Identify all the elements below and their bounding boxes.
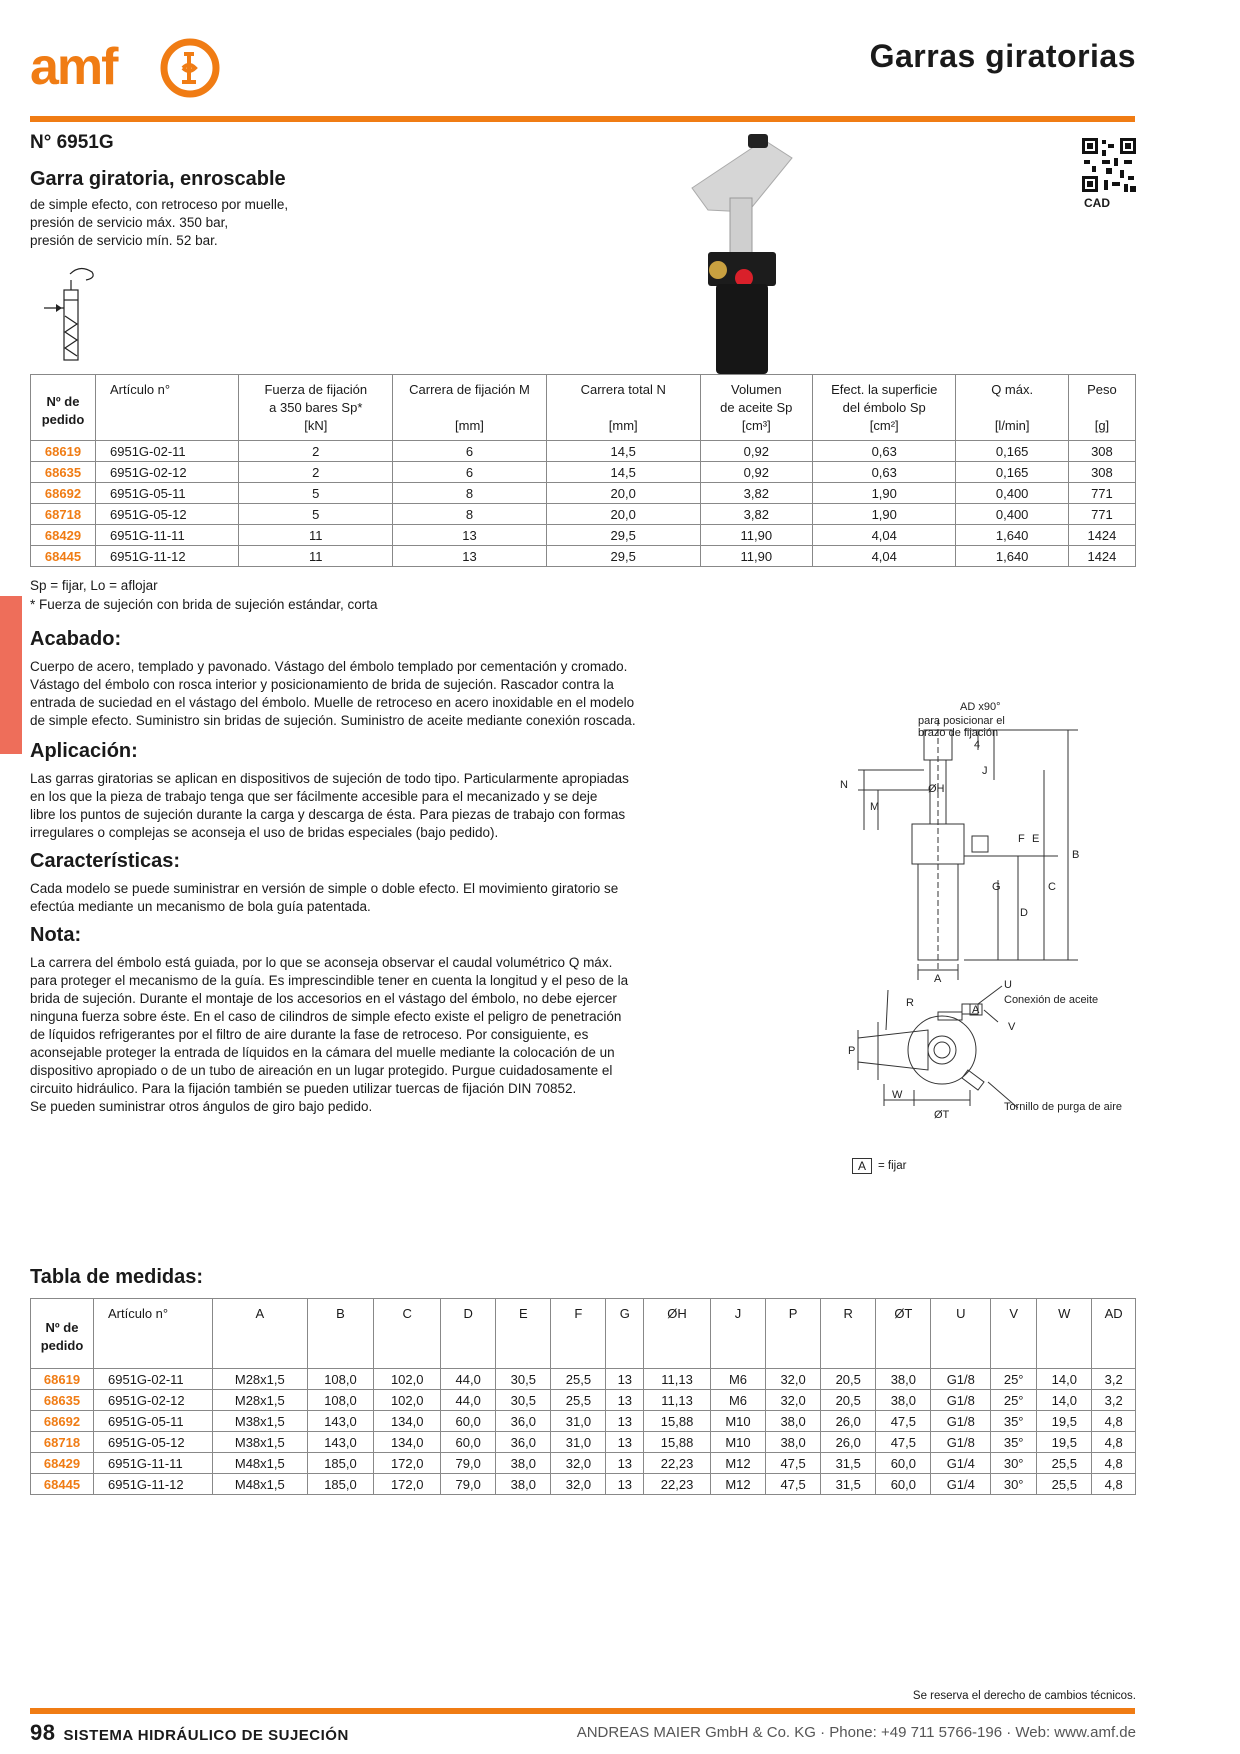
dim-cell: 32,0 bbox=[766, 1369, 821, 1390]
dim-cell: 13 bbox=[606, 1390, 644, 1411]
spec-cell: 0,400 bbox=[956, 483, 1068, 504]
dim-cell: 19,5 bbox=[1037, 1411, 1092, 1432]
col-q: Q máx. [l/min] bbox=[956, 375, 1068, 441]
order-number[interactable]: 68635 bbox=[31, 1390, 94, 1411]
heading-aplicacion: Aplicación: bbox=[30, 740, 138, 762]
col-order: Nº de pedido bbox=[31, 375, 96, 441]
page-title: Garras giratorias bbox=[869, 38, 1136, 74]
dim-cell: 25° bbox=[991, 1369, 1037, 1390]
legend bbox=[852, 1158, 906, 1174]
dim-row bbox=[31, 1453, 1136, 1474]
order-number[interactable]: 68718 bbox=[31, 504, 96, 525]
dim-col-header: ØT bbox=[876, 1299, 931, 1369]
dim-cell: 22,23 bbox=[644, 1474, 711, 1495]
side-tab-marker bbox=[0, 596, 22, 754]
dim-cell: 14,0 bbox=[1037, 1369, 1092, 1390]
datum-A-box: A bbox=[972, 1004, 980, 1016]
dim-U: U bbox=[1004, 979, 1012, 991]
dim-cell: 4,8 bbox=[1092, 1411, 1136, 1432]
dim-cell: 185,0 bbox=[307, 1474, 374, 1495]
qr-code-icon[interactable] bbox=[1080, 136, 1138, 194]
dim-table-title: Tabla de medidas: bbox=[30, 1266, 204, 1288]
dim-cell: 26,0 bbox=[821, 1432, 876, 1453]
dim-cell: 172,0 bbox=[374, 1453, 441, 1474]
dim-cell: 4,8 bbox=[1092, 1474, 1136, 1495]
spec-cell: 1,640 bbox=[956, 525, 1068, 546]
dim-cell: M28x1,5 bbox=[213, 1390, 308, 1411]
dim-cell: 6951G-11-11 bbox=[94, 1453, 213, 1474]
spec-cell: 11 bbox=[239, 525, 393, 546]
dim-cell: 22,23 bbox=[644, 1453, 711, 1474]
dim-cell: 13 bbox=[606, 1474, 644, 1495]
rights-note: Se reserva el derecho de cambios técnicos. bbox=[912, 1690, 1136, 1702]
order-number[interactable]: 68445 bbox=[31, 546, 96, 567]
dim-cell: 15,88 bbox=[644, 1432, 711, 1453]
dim-cell: 185,0 bbox=[307, 1453, 374, 1474]
ad-label: AD x90° bbox=[960, 701, 1001, 713]
dim-col-header: A bbox=[213, 1299, 308, 1369]
dim-cell: 30° bbox=[991, 1474, 1037, 1495]
col-article: Artículo n° bbox=[96, 375, 239, 441]
dim-cell: 11,13 bbox=[644, 1369, 711, 1390]
dim-cell: 44,0 bbox=[441, 1369, 496, 1390]
dim-cell: 102,0 bbox=[374, 1390, 441, 1411]
spec-row bbox=[31, 504, 1136, 525]
dim-cell: 60,0 bbox=[441, 1411, 496, 1432]
dim-cell: 172,0 bbox=[374, 1474, 441, 1495]
dim-cell: 13 bbox=[606, 1411, 644, 1432]
spec-cell: 5 bbox=[239, 504, 393, 525]
dim-cell: 38,0 bbox=[876, 1369, 931, 1390]
spec-row bbox=[31, 462, 1136, 483]
dim-cell: M12 bbox=[710, 1453, 765, 1474]
spec-cell: 1,90 bbox=[813, 504, 956, 525]
dim-cell: 6951G-11-12 bbox=[94, 1474, 213, 1495]
order-number[interactable]: 68445 bbox=[31, 1474, 94, 1495]
dim-cell: 25,5 bbox=[1037, 1453, 1092, 1474]
dim-cell: 30,5 bbox=[496, 1369, 551, 1390]
text-nota: La carrera del émbolo está guiada, por lo que se aconseja observar el caudal volumétrico Q máx. para proteger el mecanismo de la guía. Es imprescindible tener en cuenta la longitud y el peso de la brida de sujeción. Durante el montaje de los accesorios en el vástago del émbolo, no debe ejercer ninguna fuerza sobre éste. En el caso de cilindros de simple efecto existe el peligro de penetración de líquidos refrigerantes por el filtro de aire durante la fase de retroceso. Por consiguiente, es aconsejable proteger la entrada de líquidos en la cámara del muelle mediante la colocación de un dispositivo apropiado o de un tubo de aireación en un lugar protegido. Purgue cuidadosamente el circuito hidráulico. Para la fijación también se pueden utilizar tuercas de fijación DIN 70852. Se pueden suministrar otros ángulos de giro bajo pedido. bbox=[30, 955, 629, 1114]
dim-row bbox=[31, 1411, 1136, 1432]
dim-cell: G1/8 bbox=[931, 1411, 991, 1432]
dim-cell: M6 bbox=[710, 1390, 765, 1411]
oil-connection-label: Conexión de aceite bbox=[1004, 994, 1099, 1006]
dim-row bbox=[31, 1369, 1136, 1390]
dim-cell: 143,0 bbox=[307, 1432, 374, 1453]
amf-logo bbox=[28, 38, 224, 100]
dim-cell: G1/8 bbox=[931, 1369, 991, 1390]
dim-W: W bbox=[892, 1089, 903, 1101]
dim-col-header: B bbox=[307, 1299, 374, 1369]
spec-cell: 0,92 bbox=[700, 462, 812, 483]
dim-cell: 35° bbox=[991, 1411, 1037, 1432]
dim-cell: M10 bbox=[710, 1411, 765, 1432]
dim-G: G bbox=[992, 881, 1001, 893]
spec-cell: 14,5 bbox=[546, 441, 700, 462]
dim-cell: 19,5 bbox=[1037, 1432, 1092, 1453]
dim-cell: M10 bbox=[710, 1432, 765, 1453]
dim-cell: G1/4 bbox=[931, 1453, 991, 1474]
order-number[interactable]: 68429 bbox=[31, 1453, 94, 1474]
spec-cell: 1424 bbox=[1068, 525, 1135, 546]
desc-line: de simple efecto, con retroceso por muelle, bbox=[30, 197, 289, 212]
spec-cell: 1,90 bbox=[813, 483, 956, 504]
dim-cell: 35° bbox=[991, 1432, 1037, 1453]
legend-box: A bbox=[852, 1158, 872, 1174]
heading-caracteristicas: Características: bbox=[30, 850, 181, 872]
dim-M: M bbox=[870, 801, 880, 813]
page-number: 98 bbox=[30, 1720, 56, 1745]
spec-cell: 3,82 bbox=[700, 504, 812, 525]
dim-col-header: ØH bbox=[644, 1299, 711, 1369]
dim-col-header: R bbox=[821, 1299, 876, 1369]
dim-cell: 13 bbox=[606, 1453, 644, 1474]
dim-cell: M48x1,5 bbox=[213, 1474, 308, 1495]
spec-cell: 11,90 bbox=[700, 546, 812, 567]
dim-cell: G1/4 bbox=[931, 1474, 991, 1495]
spec-cell: 11,90 bbox=[700, 525, 812, 546]
dim-cell: 134,0 bbox=[374, 1432, 441, 1453]
dim-cell: 6951G-02-12 bbox=[94, 1390, 213, 1411]
spec-cell: 6951G-11-12 bbox=[96, 546, 239, 567]
product-number: N° 6951G bbox=[30, 132, 114, 153]
heading-acabado: Acabado: bbox=[30, 628, 122, 650]
spec-cell: 13 bbox=[393, 525, 547, 546]
spec-cell: 29,5 bbox=[546, 525, 700, 546]
dim-D: D bbox=[1020, 907, 1028, 919]
order-number[interactable]: 68619 bbox=[31, 441, 96, 462]
dim-cell: 79,0 bbox=[441, 1474, 496, 1495]
dim-col-header: D bbox=[441, 1299, 496, 1369]
dim-row bbox=[31, 1390, 1136, 1411]
col-area: Efect. la superficie del émbolo Sp [cm²] bbox=[813, 375, 956, 441]
col-force: Fuerza de fijación a 350 bares Sp* [kN] bbox=[239, 375, 393, 441]
note-sp: Sp = fijar, Lo = aflojar bbox=[30, 578, 158, 593]
dim-cell: 38,0 bbox=[766, 1432, 821, 1453]
dim-col-header: W bbox=[1037, 1299, 1092, 1369]
cad-label[interactable]: CAD bbox=[1084, 196, 1110, 210]
text-caracteristicas: Cada modelo se puede suministrar en versión de simple o doble efecto. El movimiento giratorio se efectúa mediante un mecanismo de bola guía patentada. bbox=[30, 881, 619, 914]
dim-cell: 11,13 bbox=[644, 1390, 711, 1411]
dim-P: P bbox=[848, 1045, 856, 1057]
dim-cell: M38x1,5 bbox=[213, 1432, 308, 1453]
dim-B: B bbox=[1072, 849, 1080, 861]
dim-cell: M48x1,5 bbox=[213, 1453, 308, 1474]
technical-drawing bbox=[818, 670, 1138, 1170]
product-name: Garra giratoria, enroscable bbox=[30, 168, 286, 190]
dim-cell: 30° bbox=[991, 1453, 1037, 1474]
dim-cell: 60,0 bbox=[876, 1453, 931, 1474]
dim-cell: M28x1,5 bbox=[213, 1369, 308, 1390]
spec-cell: 6951G-02-12 bbox=[96, 462, 239, 483]
spec-row bbox=[31, 525, 1136, 546]
spec-cell: 6951G-05-11 bbox=[96, 483, 239, 504]
top-rule bbox=[30, 116, 1135, 122]
desc-line: presión de servicio mín. 52 bar. bbox=[30, 233, 218, 248]
bleed-screw-label: Tornillo de purga de aire bbox=[1004, 1101, 1123, 1113]
dim-cell: 47,5 bbox=[876, 1411, 931, 1432]
dim-cell: 79,0 bbox=[441, 1453, 496, 1474]
dim-cell: 38,0 bbox=[496, 1453, 551, 1474]
spec-cell: 308 bbox=[1068, 462, 1135, 483]
dim-cell: M6 bbox=[710, 1369, 765, 1390]
dim-cell: 38,0 bbox=[766, 1411, 821, 1432]
dim-cell: 20,5 bbox=[821, 1390, 876, 1411]
dim-cell: 32,0 bbox=[551, 1474, 606, 1495]
dim-col-header: U bbox=[931, 1299, 991, 1369]
footer-company: ANDREAS MAIER GmbH & Co. KG · Phone: +49 711 5766-196 · Web: www.amf.de bbox=[576, 1724, 1136, 1741]
dim-col-header: C bbox=[374, 1299, 441, 1369]
dim-col-header: AD bbox=[1092, 1299, 1136, 1369]
dim-cell: 44,0 bbox=[441, 1390, 496, 1411]
dim-F: F bbox=[1018, 833, 1025, 845]
bottom-rule bbox=[30, 1708, 1135, 1714]
dim-J: J bbox=[982, 765, 988, 777]
dim-cell: G1/8 bbox=[931, 1390, 991, 1411]
section-name: SISTEMA HIDRÁULICO DE SUJECIÓN bbox=[63, 1727, 349, 1744]
spec-cell: 771 bbox=[1068, 504, 1135, 525]
dim-cell: 47,5 bbox=[766, 1474, 821, 1495]
spec-cell: 771 bbox=[1068, 483, 1135, 504]
hydraulic-symbol-icon bbox=[40, 266, 100, 366]
dim-A: A bbox=[934, 973, 942, 985]
dim-col-header: V bbox=[991, 1299, 1037, 1369]
dim-cell: 108,0 bbox=[307, 1369, 374, 1390]
spec-cell: 20,0 bbox=[546, 483, 700, 504]
spec-cell: 2 bbox=[239, 462, 393, 483]
dim-cell: 47,5 bbox=[876, 1432, 931, 1453]
dim-cell: 60,0 bbox=[441, 1432, 496, 1453]
spec-cell: 3,82 bbox=[700, 483, 812, 504]
spec-table bbox=[30, 374, 1136, 567]
spec-cell: 308 bbox=[1068, 441, 1135, 462]
col-oil: Volumen de aceite Sp [cm³] bbox=[700, 375, 812, 441]
dim-cell: 38,0 bbox=[876, 1390, 931, 1411]
heading-nota: Nota: bbox=[30, 924, 82, 946]
dim-cell: 143,0 bbox=[307, 1411, 374, 1432]
dim-col-header: Artículo n° bbox=[94, 1299, 213, 1369]
dim-cell: 102,0 bbox=[374, 1369, 441, 1390]
dim-K: 4 bbox=[974, 739, 981, 751]
spec-cell: 4,04 bbox=[813, 546, 956, 567]
dim-col-header: G bbox=[606, 1299, 644, 1369]
spec-cell: 13 bbox=[393, 546, 547, 567]
dim-T: ØT bbox=[934, 1109, 950, 1121]
dim-cell: 15,88 bbox=[644, 1411, 711, 1432]
dim-col-header: E bbox=[496, 1299, 551, 1369]
spec-cell: 6 bbox=[393, 462, 547, 483]
dim-cell: 4,8 bbox=[1092, 1432, 1136, 1453]
dim-cell: 108,0 bbox=[307, 1390, 374, 1411]
dim-cell: 134,0 bbox=[374, 1411, 441, 1432]
spec-notes bbox=[30, 576, 377, 614]
dim-cell: 31,0 bbox=[551, 1432, 606, 1453]
spec-cell: 29,5 bbox=[546, 546, 700, 567]
spec-cell: 0,165 bbox=[956, 441, 1068, 462]
dim-cell: 47,5 bbox=[766, 1453, 821, 1474]
dim-col-header: J bbox=[710, 1299, 765, 1369]
spec-cell: 1,640 bbox=[956, 546, 1068, 567]
dim-cell: 25° bbox=[991, 1390, 1037, 1411]
dim-col-header: Nº de pedido bbox=[31, 1299, 94, 1369]
dim-C: C bbox=[1048, 881, 1056, 893]
spec-row bbox=[31, 441, 1136, 462]
spec-cell: 14,5 bbox=[546, 462, 700, 483]
spec-cell: 2 bbox=[239, 441, 393, 462]
dim-row bbox=[31, 1474, 1136, 1495]
spec-cell: 5 bbox=[239, 483, 393, 504]
dim-cell: 3,2 bbox=[1092, 1390, 1136, 1411]
order-number[interactable]: 68429 bbox=[31, 525, 96, 546]
dim-cell: 36,0 bbox=[496, 1411, 551, 1432]
dim-cell: 13 bbox=[606, 1369, 644, 1390]
ad-note2: brazo de fijación bbox=[918, 727, 999, 739]
spec-cell: 6951G-11-11 bbox=[96, 525, 239, 546]
spec-cell: 8 bbox=[393, 483, 547, 504]
col-weight: Peso [g] bbox=[1068, 375, 1135, 441]
dim-cell: 6951G-05-12 bbox=[94, 1432, 213, 1453]
dim-N: N bbox=[840, 779, 848, 791]
dim-col-header: P bbox=[766, 1299, 821, 1369]
spec-cell: 11 bbox=[239, 546, 393, 567]
dim-cell: 30,5 bbox=[496, 1390, 551, 1411]
order-number[interactable]: 68692 bbox=[31, 483, 96, 504]
dim-cell: 31,5 bbox=[821, 1453, 876, 1474]
ad-note1: para posicionar el bbox=[918, 715, 1005, 727]
spec-cell: 0,92 bbox=[700, 441, 812, 462]
dim-cell: 14,0 bbox=[1037, 1390, 1092, 1411]
dim-cell: 60,0 bbox=[876, 1474, 931, 1495]
desc-line: presión de servicio máx. 350 bar, bbox=[30, 215, 229, 230]
text-aplicacion: Las garras giratorias se aplican en dispositivos de sujeción de todo tipo. Particularmente apropiadas en los que la pieza de trabajo tenga que ser fácilmente accesible para el mecanizado y se deje libre los puntos de sujeción durante la carga y descarga de ésta. Para piezas de trabajo con formas irregulares o complejas se aconseja el uso de bridas especiales (bajo pedido). bbox=[30, 771, 629, 840]
dim-R: R bbox=[906, 997, 914, 1009]
dim-cell: 25,5 bbox=[551, 1369, 606, 1390]
note-force: * Fuerza de sujeción con brida de sujeción estándar, corta bbox=[30, 597, 378, 612]
dim-cell: 36,0 bbox=[496, 1432, 551, 1453]
legend-text: = fijar bbox=[878, 1160, 907, 1172]
spec-row bbox=[31, 546, 1136, 567]
order-number[interactable]: 68619 bbox=[31, 1369, 94, 1390]
dim-cell: 13 bbox=[606, 1432, 644, 1453]
dim-cell: 25,5 bbox=[1037, 1474, 1092, 1495]
dim-table bbox=[30, 1298, 1136, 1495]
spec-row bbox=[31, 483, 1136, 504]
logo-text: amf bbox=[30, 38, 117, 96]
spec-cell: 0,63 bbox=[813, 441, 956, 462]
product-photo bbox=[678, 128, 808, 388]
dim-cell: 32,0 bbox=[551, 1453, 606, 1474]
dim-cell: 38,0 bbox=[496, 1474, 551, 1495]
col-stroke-n: Carrera total N [mm] bbox=[546, 375, 700, 441]
spec-cell: 4,04 bbox=[813, 525, 956, 546]
product-description bbox=[30, 196, 288, 250]
order-number[interactable]: 68718 bbox=[31, 1432, 94, 1453]
dim-col-header: F bbox=[551, 1299, 606, 1369]
dim-cell: 31,5 bbox=[821, 1474, 876, 1495]
dim-cell: 3,2 bbox=[1092, 1369, 1136, 1390]
dim-cell: 4,8 bbox=[1092, 1453, 1136, 1474]
dim-cell: 26,0 bbox=[821, 1411, 876, 1432]
dim-cell: G1/8 bbox=[931, 1432, 991, 1453]
col-stroke-m: Carrera de fijación M [mm] bbox=[393, 375, 547, 441]
spec-cell: 6 bbox=[393, 441, 547, 462]
dim-cell: 20,5 bbox=[821, 1369, 876, 1390]
dim-V: V bbox=[1008, 1021, 1016, 1033]
dim-cell: M12 bbox=[710, 1474, 765, 1495]
spec-cell: 1424 bbox=[1068, 546, 1135, 567]
dim-cell: 32,0 bbox=[766, 1390, 821, 1411]
dim-cell: 25,5 bbox=[551, 1390, 606, 1411]
spec-cell: 0,165 bbox=[956, 462, 1068, 483]
order-number[interactable]: 68692 bbox=[31, 1411, 94, 1432]
spec-cell: 6951G-02-11 bbox=[96, 441, 239, 462]
dim-cell: 6951G-05-11 bbox=[94, 1411, 213, 1432]
footer-section bbox=[30, 1720, 349, 1746]
order-number[interactable]: 68635 bbox=[31, 462, 96, 483]
text-acabado: Cuerpo de acero, templado y pavonado. Vástago del émbolo templado por cementación y cromado. Vástago del émbolo con rosca interior y posicionamiento de brida de sujeción. Rascador contra la entrada de suciedad en el vástago del émbolo. Muelle de retroceso en acero inoxidable en el modelo de simple efecto. Suministro sin bridas de sujeción. Suministro de aceite mediante conexión roscada. bbox=[30, 659, 636, 728]
dim-H: ØH bbox=[928, 783, 945, 795]
dim-cell: M38x1,5 bbox=[213, 1411, 308, 1432]
spec-cell: 20,0 bbox=[546, 504, 700, 525]
dim-E: E bbox=[1032, 833, 1040, 845]
spec-cell: 6951G-05-12 bbox=[96, 504, 239, 525]
dim-cell: 6951G-02-11 bbox=[94, 1369, 213, 1390]
dim-cell: 31,0 bbox=[551, 1411, 606, 1432]
spec-cell: 0,400 bbox=[956, 504, 1068, 525]
spec-cell: 8 bbox=[393, 504, 547, 525]
spec-cell: 0,63 bbox=[813, 462, 956, 483]
dim-row bbox=[31, 1432, 1136, 1453]
